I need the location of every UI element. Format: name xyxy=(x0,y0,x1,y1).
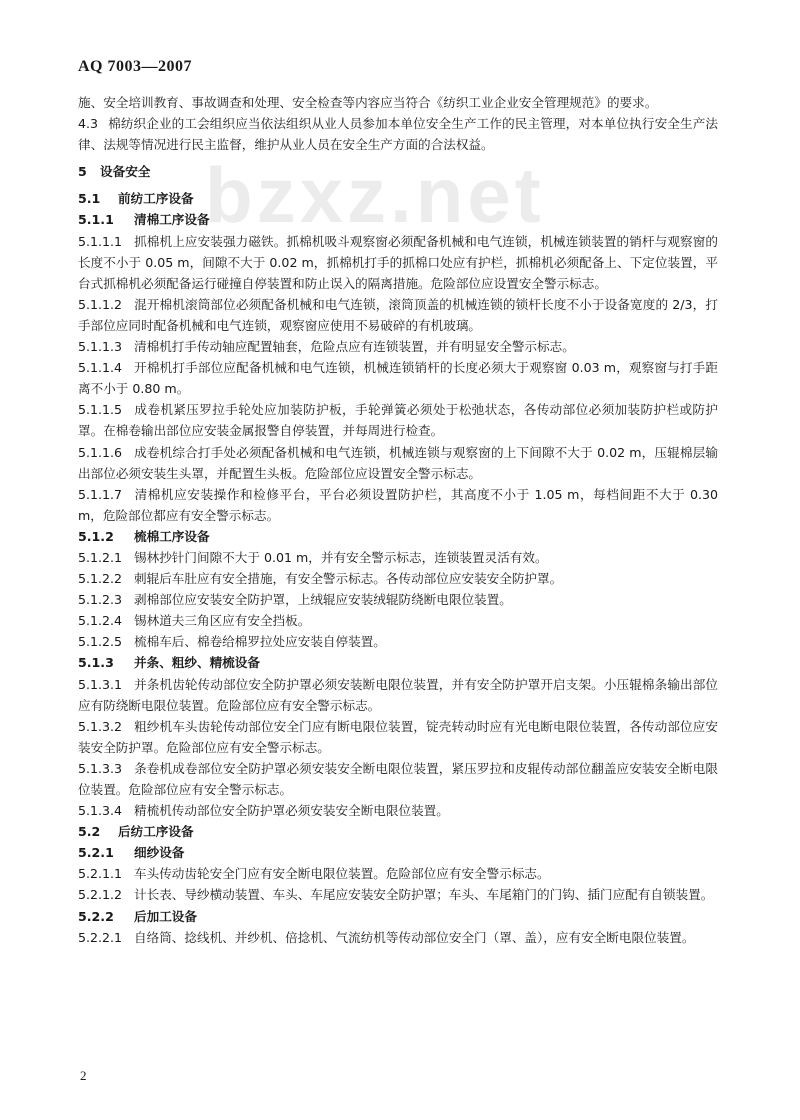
clause-text: 混开棉机滚筒部位必须配备机械和电气连锁，滚筒顶盖的机械连锁的锁杆长度不小于设备宽度的 2/3，打手部位应同时配备机械和电气连锁，观察窗应使用不易破碎的有机玻璃。 xyxy=(78,296,718,333)
clause-number: 5.2.2 xyxy=(78,908,114,924)
clause-number: 5 xyxy=(78,164,87,180)
clause-text: 剥棉部位应安装安全防护罩，上绒辊应安装绒辊防绕断电限位装置。 xyxy=(134,592,512,608)
clause-text: 刺辊后车肚应有安全措施，有安全警示标志。各传动部位应安装安全防护罩。 xyxy=(134,571,563,587)
clause-number: 5.1.1.5 xyxy=(78,402,123,418)
section-heading xyxy=(78,842,718,863)
clause-number: 5.1 xyxy=(78,191,101,207)
clause-text: 并条、粗纱、精梳设备 xyxy=(134,655,260,671)
clause-paragraph xyxy=(78,589,718,610)
clause-number: 5.1.2.3 xyxy=(78,592,123,608)
clause-paragraph xyxy=(78,610,718,631)
clause-text: 棉纺织企业的工会组织应当依法组织从业人员参加本单位安全生产工作的民主管理，对本单位执行安全生产法律、法规等情况进行民主监督，维护从业人员在安全生产方面的合法权益。 xyxy=(78,116,718,153)
clause-text: 粗纱机车头齿轮传动部位安全门应有断电限位装置，锭壳转动时应有光电断电限位装置，各传动部位应安装安全防护罩。危险部位应有安全警示标志。 xyxy=(78,718,718,755)
clause-paragraph xyxy=(78,357,718,399)
clause-paragraph xyxy=(78,336,718,357)
clause-number: 5.1.2.2 xyxy=(78,571,123,587)
clause-text: 设备安全 xyxy=(100,164,151,180)
clause-number: 5.1.1 xyxy=(78,212,114,228)
clause-text: 清棉工序设备 xyxy=(134,212,210,228)
clause-number: 5.1.3 xyxy=(78,655,114,671)
clause-text: 自络筒、捻线机、并纱机、倍捻机、气流纺机等传动部位安全门（罩、盖），应有安全断电限位装置。 xyxy=(134,929,695,945)
clause-number: 5.1.1.4 xyxy=(78,360,123,376)
chapter-heading xyxy=(78,161,718,182)
clause-text: 并条机齿轮传动部位安全防护罩必须安装断电限位装置，并有安全防护罩开启支架。小压辊棉条输出部位应有防绕断电限位装置。危险部位应有安全警示标志。 xyxy=(78,676,718,713)
clause-paragraph xyxy=(78,113,718,155)
standard-code-header: AQ 7003—2007 xyxy=(78,58,192,75)
clause-paragraph xyxy=(78,674,718,716)
clause-number: 5.1.3.4 xyxy=(78,803,123,819)
clause-text: 锡林道夫三角区应有安全挡板。 xyxy=(134,613,311,629)
clause-number: 4.3 xyxy=(78,116,99,132)
clause-number: 5.1.1.7 xyxy=(78,486,123,502)
clause-number: 5.2.2.1 xyxy=(78,929,123,945)
clause-paragraph xyxy=(78,294,718,336)
clause-number: 5.1.3.3 xyxy=(78,760,123,776)
clause-text: 精梳机传动部位安全防护罩必须安装安全断电限位装置。 xyxy=(134,803,449,819)
clause-paragraph xyxy=(78,442,718,484)
section-heading xyxy=(78,906,718,927)
clause-text: 清棉机应安装操作和检修平台，平台必须设置防护栏，其高度不小于 1.05 m，每档间距不大于 0.30 m，危险部位都应有安全警示标志。 xyxy=(78,486,718,523)
clause-text: 清棉机打手传动轴应配置轴套，危险点应有连锁装置，并有明显安全警示标志。 xyxy=(134,339,575,355)
clause-text: 后纺工序设备 xyxy=(118,824,194,840)
clause-text: 车头传动齿轮安全门应有安全断电限位装置。危险部位应有安全警示标志。 xyxy=(134,866,550,882)
section-heading xyxy=(78,526,718,547)
clause-number: 5.1.2.4 xyxy=(78,613,123,629)
clause-text: 成卷机综合打手处必须配备机械和电气连锁，机械连锁与观察窗的上下间隙不大于 0.02 m，压辊棉层输出部位必须安装生头罩，并配置生头板。危险部位应设置安全警示标志。 xyxy=(78,444,718,481)
clause-text: 抓棉机上应安装强力磁铁。抓棉机吸斗观察窗必须配备机械和电气连锁，机械连锁装置的销杆与观察窗的长度不小于 0.05 m，间隙不大于 0.02 m，抓棉机打手的抓棉口处应有护栏，抓棉机必须配备上、下定位装置，平台式抓棉机必须配备运行碰撞自停装置和防止误入的隔离措施。危险部位应设置安全警示标志。 xyxy=(78,233,718,291)
section-heading xyxy=(78,209,718,230)
clause-paragraph xyxy=(78,399,718,441)
clause-paragraph xyxy=(78,863,718,884)
clause-number: 5.1.2.1 xyxy=(78,549,123,565)
clause-number: 5.2.1 xyxy=(78,845,114,861)
clause-paragraph xyxy=(78,800,718,821)
clause-text: 锡林抄针门间隙不大于 0.01 m，并有安全警示标志，连锁装置灵活有效。 xyxy=(134,549,548,565)
clause-number: 5.2 xyxy=(78,824,101,840)
site-watermark: bzxz.net xyxy=(205,151,545,239)
clause-text: 梳棉工序设备 xyxy=(134,528,210,544)
clause-paragraph xyxy=(78,92,718,113)
clause-number: 5.2.1.1 xyxy=(78,866,123,882)
clause-number: 5.1.1.1 xyxy=(78,233,123,249)
clause-text: 细纱设备 xyxy=(134,845,185,861)
clause-paragraph xyxy=(78,484,718,526)
clause-number: 5.1.3.2 xyxy=(78,718,123,734)
clause-number: 5.1.3.1 xyxy=(78,676,123,692)
clause-text: 前纺工序设备 xyxy=(118,191,194,207)
clause-paragraph xyxy=(78,631,718,652)
clause-paragraph xyxy=(78,716,718,758)
clause-text: 开棉机打手部位应配备机械和电气连锁，机械连锁销杆的长度必须大于观察窗 0.03 m，观察窗与打手距离不小于 0.80 m。 xyxy=(78,360,718,397)
clause-paragraph xyxy=(78,758,718,800)
page-number: 2 xyxy=(80,1068,87,1083)
clause-paragraph xyxy=(78,884,718,905)
clause-number: 5.1.1.6 xyxy=(78,444,123,460)
clause-paragraph xyxy=(78,568,718,589)
clause-text: 施、安全培训教育、事故调查和处理、安全检查等内容应当符合《纺织工业企业安全管理规范》的要求。 xyxy=(78,95,658,110)
clause-text: 梳棉车后、棉卷给棉罗拉处应安装自停装置。 xyxy=(134,634,386,650)
clause-text: 成卷机紧压罗拉手轮处应加装防护板，手轮弹簧必须处于松弛状态，各传动部位必须加装防护栏或防护罩。在棉卷输出部位应安装金属报警自停装置，并每周进行检查。 xyxy=(78,402,718,439)
clause-text: 条卷机成卷部位安全防护罩必须安装安全断电限位装置，紧压罗拉和皮辊传动部位翻盖应安装安全断电限位装置。危险部位应有安全警示标志。 xyxy=(78,760,718,797)
clause-number: 5.1.1.3 xyxy=(78,339,123,355)
clause-paragraph xyxy=(78,547,718,568)
clause-paragraph xyxy=(78,231,718,294)
section-heading xyxy=(78,188,718,209)
section-heading xyxy=(78,652,718,673)
clause-text: 后加工设备 xyxy=(134,908,197,924)
section-heading xyxy=(78,821,718,842)
clause-paragraph xyxy=(78,927,718,948)
clause-text: 计长表、导纱横动装置、车头、车尾应安装安全防护罩；车头、车尾箱门的门钩、插门应配有自锁装置。 xyxy=(134,887,714,903)
clause-number: 5.2.1.2 xyxy=(78,887,123,903)
clause-number: 5.1.1.2 xyxy=(78,296,123,312)
clause-number: 5.1.2.5 xyxy=(78,634,123,650)
document-body xyxy=(78,92,718,948)
clause-number: 5.1.2 xyxy=(78,528,114,544)
